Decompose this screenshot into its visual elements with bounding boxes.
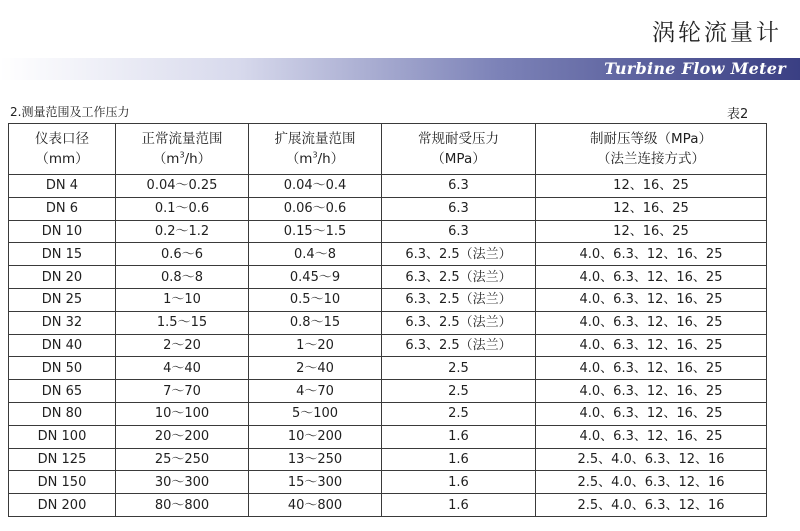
cell-pressure-grade: 4.0、6.3、12、16、25 <box>536 288 767 311</box>
table-row <box>9 425 767 448</box>
cell-normal-pressure: 6.3、2.5（法兰） <box>382 243 536 266</box>
cell-pressure-grade: 12、16、25 <box>536 175 767 198</box>
cell-normal-pressure: 6.3、2.5（法兰） <box>382 266 536 289</box>
header-normal-pressure-unit: （MPa） <box>431 151 486 167</box>
cell-normal-pressure: 6.3 <box>382 197 536 220</box>
table-row <box>9 380 767 403</box>
cell-caliber: DN 4 <box>9 175 116 198</box>
table-row <box>9 220 767 243</box>
unit-superscript: 3 <box>312 150 318 160</box>
cell-pressure-grade: 2.5、4.0、6.3、12、16 <box>536 448 767 471</box>
cell-normal-pressure: 1.6 <box>382 448 536 471</box>
cell-pressure-grade: 4.0、6.3、12、16、25 <box>536 402 767 425</box>
cell-pressure-grade: 4.0、6.3、12、16、25 <box>536 266 767 289</box>
cell-normal-flow: 10～100 <box>116 402 249 425</box>
header-caliber <box>9 124 116 175</box>
table-row <box>9 197 767 220</box>
cell-pressure-grade: 12、16、25 <box>536 197 767 220</box>
cell-pressure-grade: 2.5、4.0、6.3、12、16 <box>536 471 767 494</box>
cell-pressure-grade: 4.0、6.3、12、16、25 <box>536 357 767 380</box>
cell-normal-flow: 2～20 <box>116 334 249 357</box>
cell-extended-flow: 1～20 <box>249 334 382 357</box>
cell-caliber: DN 20 <box>9 266 116 289</box>
header-normal-flow-label: 正常流量范围 <box>141 131 223 147</box>
unit-prefix: （m <box>285 151 313 167</box>
cell-normal-pressure: 2.5 <box>382 402 536 425</box>
unit-superscript: 3 <box>179 150 185 160</box>
cell-normal-pressure: 2.5 <box>382 380 536 403</box>
header-normal-pressure <box>382 124 536 175</box>
cell-normal-pressure: 6.3、2.5（法兰） <box>382 288 536 311</box>
cell-caliber: DN 125 <box>9 448 116 471</box>
table-row <box>9 288 767 311</box>
header-pressure-grade-label: 制耐压等级（MPa） <box>590 131 712 147</box>
english-title: Turbine Flow Meter <box>604 59 786 78</box>
cell-extended-flow: 0.5～10 <box>249 288 382 311</box>
header-caliber-unit: （mm） <box>35 151 89 167</box>
cell-extended-flow: 40～800 <box>249 494 382 517</box>
cell-extended-flow: 0.04～0.4 <box>249 175 382 198</box>
cell-extended-flow: 2～40 <box>249 357 382 380</box>
cell-normal-pressure: 1.6 <box>382 471 536 494</box>
header-pressure-grade <box>536 124 767 175</box>
cell-normal-flow: 30～300 <box>116 471 249 494</box>
cell-normal-pressure: 1.6 <box>382 494 536 517</box>
cell-caliber: DN 6 <box>9 197 116 220</box>
cell-normal-flow: 0.1～0.6 <box>116 197 249 220</box>
cell-pressure-grade: 4.0、6.3、12、16、25 <box>536 334 767 357</box>
cell-normal-flow: 25～250 <box>116 448 249 471</box>
header-normal-flow-unit <box>116 149 248 169</box>
cell-caliber: DN 100 <box>9 425 116 448</box>
cell-extended-flow: 0.15～1.5 <box>249 220 382 243</box>
table-row <box>9 471 767 494</box>
cell-normal-flow: 0.8～8 <box>116 266 249 289</box>
cell-caliber: DN 50 <box>9 357 116 380</box>
cell-normal-flow: 0.6～6 <box>116 243 249 266</box>
cell-caliber: DN 150 <box>9 471 116 494</box>
cell-normal-flow: 7～70 <box>116 380 249 403</box>
cell-extended-flow: 0.45～9 <box>249 266 382 289</box>
header-extended-flow-unit <box>249 149 381 169</box>
cell-extended-flow: 15～300 <box>249 471 382 494</box>
table-number: 表2 <box>727 107 749 122</box>
cell-extended-flow: 0.4～8 <box>249 243 382 266</box>
cell-extended-flow: 4～70 <box>249 380 382 403</box>
unit-suffix: /h） <box>184 151 212 167</box>
cell-normal-flow: 1.5～15 <box>116 311 249 334</box>
cell-pressure-grade: 4.0、6.3、12、16、25 <box>536 311 767 334</box>
header-normal-flow <box>116 124 249 175</box>
cell-extended-flow: 0.8～15 <box>249 311 382 334</box>
cell-normal-pressure: 6.3 <box>382 220 536 243</box>
cell-caliber: DN 32 <box>9 311 116 334</box>
cell-caliber: DN 25 <box>9 288 116 311</box>
cell-extended-flow: 0.06～0.6 <box>249 197 382 220</box>
spec-table <box>8 123 767 517</box>
cell-normal-pressure: 1.6 <box>382 425 536 448</box>
table-header-row <box>9 124 767 175</box>
cell-pressure-grade: 4.0、6.3、12、16、25 <box>536 425 767 448</box>
header-extended-flow <box>249 124 382 175</box>
cell-normal-flow: 0.2～1.2 <box>116 220 249 243</box>
table-row <box>9 494 767 517</box>
table-row <box>9 266 767 289</box>
table-row <box>9 402 767 425</box>
cell-normal-pressure: 6.3 <box>382 175 536 198</box>
cell-normal-flow: 4～40 <box>116 357 249 380</box>
table-row <box>9 175 767 198</box>
unit-prefix: （m <box>152 151 180 167</box>
cell-pressure-grade: 4.0、6.3、12、16、25 <box>536 243 767 266</box>
table-row <box>9 311 767 334</box>
table-row <box>9 357 767 380</box>
cell-pressure-grade: 12、16、25 <box>536 220 767 243</box>
unit-suffix: /h） <box>317 151 345 167</box>
cell-extended-flow: 5～100 <box>249 402 382 425</box>
cell-normal-pressure: 6.3、2.5（法兰） <box>382 334 536 357</box>
spec-table-body <box>9 175 767 517</box>
header-extended-flow-label: 扩展流量范围 <box>274 131 356 147</box>
cell-extended-flow: 10～200 <box>249 425 382 448</box>
cell-caliber: DN 15 <box>9 243 116 266</box>
cell-pressure-grade: 2.5、4.0、6.3、12、16 <box>536 494 767 517</box>
cell-caliber: DN 200 <box>9 494 116 517</box>
header-caliber-label: 仪表口径 <box>35 131 89 147</box>
title-banner <box>0 58 800 80</box>
table-row <box>9 448 767 471</box>
cell-normal-pressure: 2.5 <box>382 357 536 380</box>
cell-normal-flow: 0.04～0.25 <box>116 175 249 198</box>
page-title: 涡轮流量计 <box>652 20 782 46</box>
section-title: 2.测量范围及工作压力 <box>10 105 130 119</box>
cell-caliber: DN 10 <box>9 220 116 243</box>
cell-normal-pressure: 6.3、2.5（法兰） <box>382 311 536 334</box>
cell-caliber: DN 65 <box>9 380 116 403</box>
cell-pressure-grade: 4.0、6.3、12、16、25 <box>536 380 767 403</box>
table-row <box>9 243 767 266</box>
cell-extended-flow: 13～250 <box>249 448 382 471</box>
cell-normal-flow: 80～800 <box>116 494 249 517</box>
cell-normal-flow: 20～200 <box>116 425 249 448</box>
cell-normal-flow: 1～10 <box>116 288 249 311</box>
cell-caliber: DN 80 <box>9 402 116 425</box>
cell-caliber: DN 40 <box>9 334 116 357</box>
header-normal-pressure-label: 常规耐受压力 <box>418 131 499 147</box>
header-pressure-grade-note: （法兰连接方式） <box>597 151 705 167</box>
table-row <box>9 334 767 357</box>
